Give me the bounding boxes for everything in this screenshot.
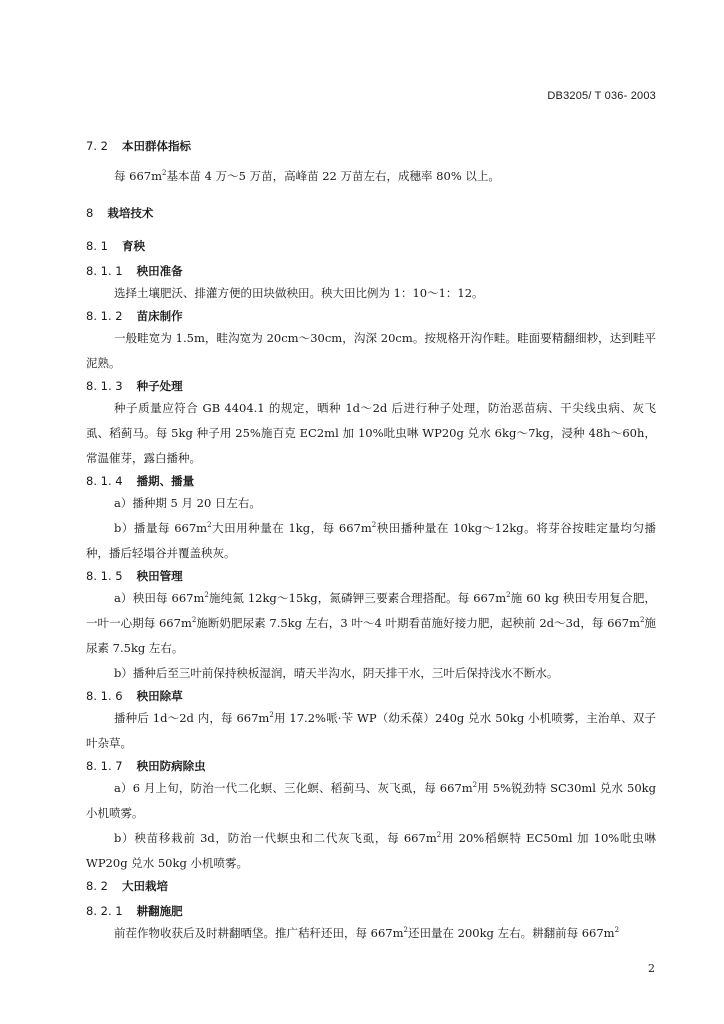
section-number: 8. 1. 2: [86, 309, 123, 323]
section-heading: [86, 473, 656, 489]
section-heading: [86, 378, 656, 394]
paragraph: 种子质量应符合 GB 4404.1 的规定，晒种 1d～2d 后进行种子处理，防治恶苗病、干尖线虫病、灰飞虱、稻蓟马。每 5kg 种子用 25%施百克 EC2ml 加 10%吡虫啉 WP20g 兑水 6kg～7kg，浸种 48h～60h，常温催芽，露白播种。: [86, 401, 656, 465]
section-title: 种子处理: [136, 379, 183, 393]
section-heading: [86, 263, 656, 279]
section-heading: [86, 308, 656, 324]
paragraph: 前茬作物收获后及时耕翻晒垡。推广秸秆还田，每 $667m^2$还田量在 200kg 左右。耕翻前每 $667m^2$: [114, 926, 620, 940]
section-number: 8. 1. 4: [86, 474, 123, 488]
section-title: 播期、播量: [136, 474, 195, 488]
paragraph: 一般畦宽为 1.5m，畦沟宽为 20cm～30cm，沟深 20cm。按规格开沟作畦。畦面要精翻细耖，达到畦平泥熟。: [86, 331, 656, 370]
section-title: 大田栽培: [121, 879, 168, 893]
page-number: 2: [648, 962, 655, 975]
list-item: a）播种期 5 月 20 日左右。: [114, 496, 261, 510]
section-title: 耕翻施肥: [136, 904, 183, 918]
document-body: [86, 138, 656, 946]
section-heading: [86, 138, 656, 154]
section-heading: [86, 688, 656, 704]
section-heading: [86, 903, 656, 919]
section-heading: [86, 568, 656, 584]
list-item: b）秧苗移栽前 3d，防治一代螟虫和二代灰飞虱，每 $667m^2$用 20%稻螟特 EC50ml 加 10%吡虫啉 WP20g 兑水 50kg 小机喷雾。: [86, 831, 657, 870]
section-title: 本田群体指标: [121, 139, 191, 153]
section-title: 苗床制作: [136, 309, 183, 323]
section-title: 秧田除草: [136, 689, 183, 703]
section-number: 8. 2. 1: [86, 904, 123, 918]
section-number: 8. 1. 6: [86, 689, 123, 703]
section-title: 秧田管理: [136, 569, 183, 583]
section-number: 8. 1. 5: [86, 569, 123, 583]
paragraph: 播种后 1d～2d 内，每 $667m^2$用 17.2%哌·苄 WP（幼禾葆）240g 兑水 50kg 小机喷雾，主治单、双子叶杂草。: [86, 711, 656, 750]
section-title: 秧田防病除虫: [136, 759, 206, 773]
standard-code: DB3205/ T 036- 2003: [547, 90, 656, 102]
paragraph: 每 $667m^2$基本苗 4 万～5 万苗，高峰苗 22 万苗左右，成穗率 80% 以上。: [114, 169, 500, 183]
section-title: 育秧: [121, 239, 145, 253]
section-number: 8. 2: [86, 879, 108, 893]
section-heading: [86, 238, 656, 254]
section-title: 秧田准备: [136, 264, 183, 278]
section-number: 8. 1. 1: [86, 264, 123, 278]
section-number: 7. 2: [86, 139, 108, 153]
list-item: a）6 月上旬，防治一代二化螟、三化螟、稻蓟马、灰飞虱，每 $667m^2$用 5%锐劲特 SC30ml 兑水 50kg 小机喷雾。: [86, 781, 656, 820]
section-heading: [86, 758, 656, 774]
section-number: 8. 1. 3: [86, 379, 123, 393]
section-heading: [86, 878, 656, 894]
section-number: 8: [86, 206, 94, 220]
section-heading: [86, 205, 656, 221]
list-item: b）播种后至三叶前保持秧板湿润，晴天半沟水，阴天排干水，三叶后保持浅水不断水。: [114, 666, 559, 680]
section-number: 8. 1. 7: [86, 759, 123, 773]
list-item: a）秧田每 $667m^2$施纯氮 12kg～15kg，氮磷钾三要素合理搭配。每 $667m^2$施 60 kg 秧田专用复合肥，一叶一心期每 $667m^2$施断奶肥尿素 7.5kg 左右，3 叶～4 叶期看苗施好接力肥，起秧前 2d～3d，每 $667m^2$施尿素 7.5kg 左右。: [86, 591, 657, 655]
list-item: b）播量每 $667m^2$大田用种量在 1kg，每 $667m^2$秧田播种量在 10kg～12kg。将芽谷按畦定量均匀播种，播后轻塌谷并覆盖秧灰。: [86, 521, 657, 560]
section-title: 栽培技术: [107, 206, 154, 220]
paragraph: 选择土壤肥沃、排灌方便的田块做秧田。秧大田比例为 1：10～1：12。: [114, 286, 484, 300]
section-number: 8. 1: [86, 239, 108, 253]
